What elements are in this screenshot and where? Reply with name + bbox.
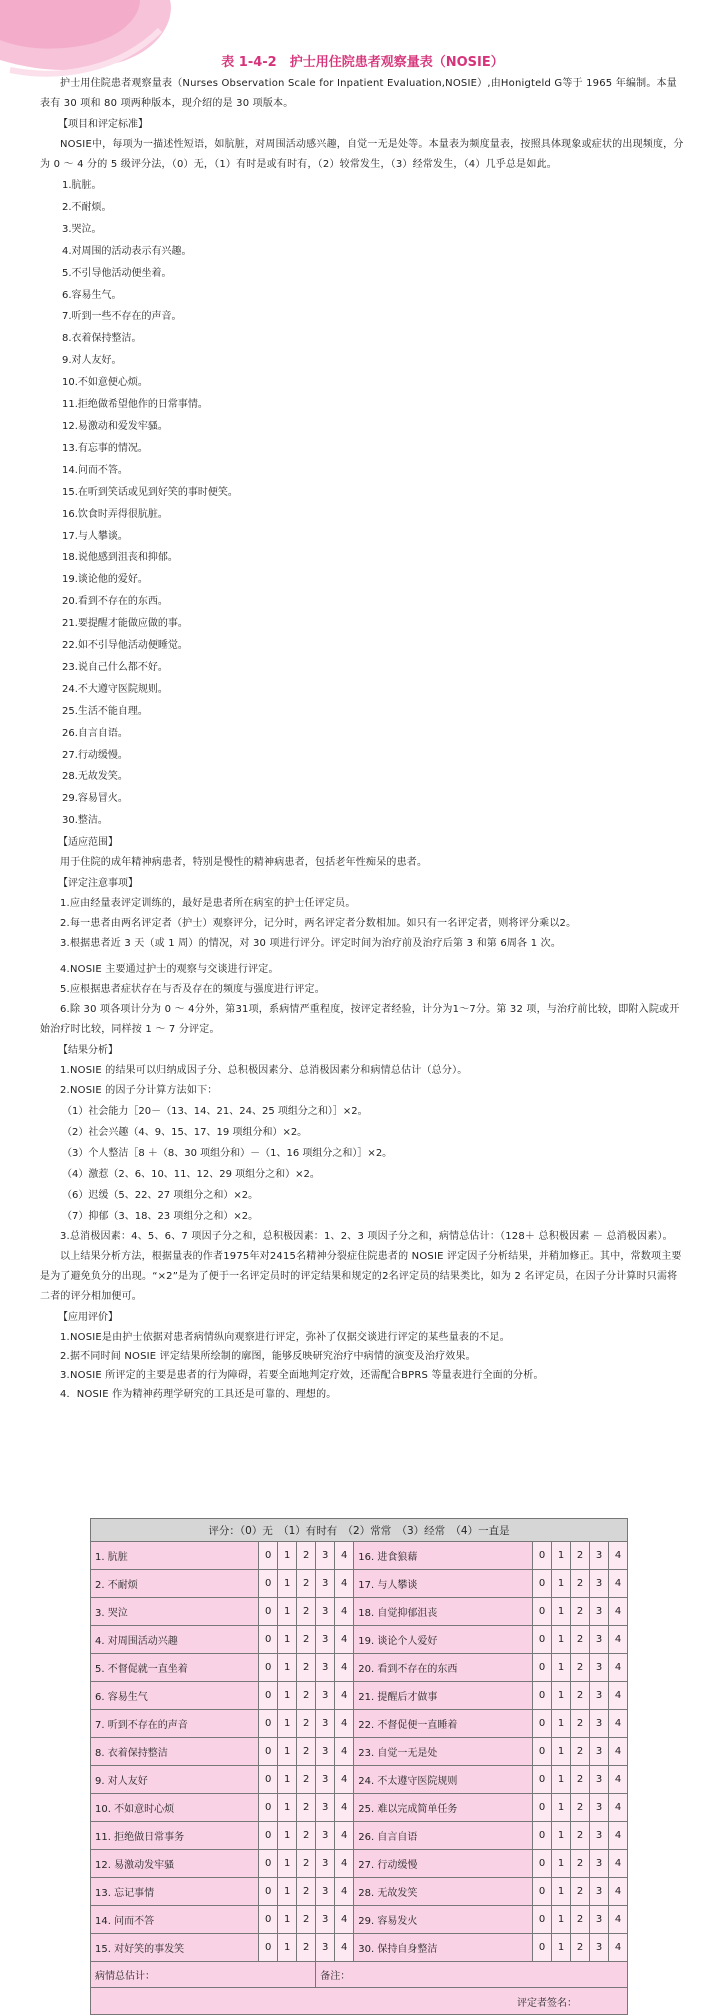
- score-option-cell[interactable]: 0: [533, 1794, 552, 1822]
- score-option-cell[interactable]: 2: [297, 1850, 316, 1878]
- item-label-cell: 26. 自言自语: [354, 1822, 533, 1850]
- score-option-cell[interactable]: 3: [316, 1850, 335, 1878]
- score-option-cell[interactable]: 4: [609, 1934, 628, 1962]
- factor-item: （4）激惹（2、6、10、11、12、29 项组分之和）×2。: [62, 1169, 320, 1181]
- item-label-cell: 11. 拒绝做日常事务: [91, 1822, 259, 1850]
- score-option-cell[interactable]: 1: [552, 1794, 571, 1822]
- score-option-cell[interactable]: 3: [316, 1822, 335, 1850]
- score-option-cell[interactable]: 1: [278, 1682, 297, 1710]
- score-option-cell[interactable]: 0: [259, 1906, 278, 1934]
- score-option-cell[interactable]: 2: [297, 1878, 316, 1906]
- score-option-cell[interactable]: 1: [552, 1654, 571, 1682]
- item-label-cell: 13. 忘记事情: [91, 1878, 259, 1906]
- score-option-cell[interactable]: 4: [609, 1738, 628, 1766]
- scale-item: 12.易激动和爱发牢骚。: [62, 420, 168, 432]
- score-option-cell[interactable]: 1: [278, 1794, 297, 1822]
- remark-label: 备注：: [316, 1962, 628, 1988]
- score-option-cell[interactable]: 1: [552, 1626, 571, 1654]
- score-option-cell[interactable]: 0: [533, 1682, 552, 1710]
- score-option-cell[interactable]: 2: [297, 1570, 316, 1598]
- item-label-cell: 15. 对好笑的事发笑: [91, 1934, 259, 1962]
- score-option-cell[interactable]: 2: [297, 1794, 316, 1822]
- scale-item: 18.说他感到沮丧和抑郁。: [62, 552, 178, 564]
- item-label-cell: 27. 行动缓慢: [354, 1850, 533, 1878]
- score-option-cell[interactable]: 3: [590, 1794, 609, 1822]
- score-option-cell[interactable]: 4: [609, 1570, 628, 1598]
- score-option-cell[interactable]: 3: [590, 1682, 609, 1710]
- score-option-cell[interactable]: 1: [552, 1710, 571, 1738]
- score-option-cell[interactable]: 1: [278, 1878, 297, 1906]
- score-option-cell[interactable]: 3: [590, 1878, 609, 1906]
- score-option-cell[interactable]: 3: [316, 1766, 335, 1794]
- score-option-cell[interactable]: 1: [278, 1626, 297, 1654]
- table-row: [91, 1682, 628, 1710]
- scale-item: 19.谈论他的爱好。: [62, 574, 148, 586]
- score-option-cell[interactable]: 3: [590, 1906, 609, 1934]
- score-option-cell[interactable]: 4: [335, 1934, 354, 1962]
- score-option-cell[interactable]: 2: [297, 1822, 316, 1850]
- result-item: 2.NOSIE 的因子分计算方法如下：: [60, 1085, 218, 1097]
- score-option-cell[interactable]: 3: [590, 1570, 609, 1598]
- score-option-cell[interactable]: 2: [571, 1626, 590, 1654]
- score-option-cell[interactable]: 3: [316, 1738, 335, 1766]
- score-option-cell[interactable]: 2: [571, 1570, 590, 1598]
- factor-item: （1）社会能力［20－（13、14、21、24、25 项组分之和）］×2。: [62, 1106, 368, 1118]
- score-option-cell[interactable]: 0: [259, 1822, 278, 1850]
- item-label-cell: 3. 哭泣: [91, 1598, 259, 1626]
- score-option-cell[interactable]: 3: [316, 1906, 335, 1934]
- note-item: 1.应由经量表评定训练的，最好是患者所在病室的护士任评定员。: [60, 898, 356, 910]
- score-option-cell[interactable]: 2: [571, 1654, 590, 1682]
- score-option-cell[interactable]: 1: [278, 1542, 297, 1570]
- score-option-cell[interactable]: 2: [571, 1794, 590, 1822]
- score-option-cell[interactable]: 4: [335, 1626, 354, 1654]
- table-row: [91, 1794, 628, 1822]
- score-option-cell[interactable]: 2: [297, 1710, 316, 1738]
- item-label-cell: 20. 看到不存在的东西: [354, 1654, 533, 1682]
- score-option-cell[interactable]: 4: [609, 1878, 628, 1906]
- items-list: [40, 175, 685, 832]
- score-option-cell[interactable]: 1: [552, 1542, 571, 1570]
- score-option-cell[interactable]: 1: [552, 1822, 571, 1850]
- score-option-cell[interactable]: 2: [297, 1626, 316, 1654]
- score-option-cell[interactable]: 3: [590, 1654, 609, 1682]
- table-row: [91, 1710, 628, 1738]
- score-option-cell[interactable]: 0: [259, 1794, 278, 1822]
- score-option-cell[interactable]: 4: [335, 1794, 354, 1822]
- score-option-cell[interactable]: 0: [259, 1682, 278, 1710]
- scale-item: 30.整洁。: [62, 815, 108, 827]
- score-option-cell[interactable]: 1: [278, 1738, 297, 1766]
- score-option-cell[interactable]: 3: [590, 1542, 609, 1570]
- score-option-cell[interactable]: 3: [316, 1570, 335, 1598]
- result-item: 3.总消极因素：4、5、6、7 项因子分之和，总积极因素：1、2、3 项因子分之和，病情总估计：（128＋ 总积极因素 － 总消极因素）。: [60, 1231, 673, 1243]
- score-option-cell[interactable]: 3: [590, 1738, 609, 1766]
- score-option-cell[interactable]: 4: [335, 1598, 354, 1626]
- score-option-cell[interactable]: 1: [278, 1598, 297, 1626]
- factor-item: （7）抑郁（3、18、23 项组分之和）×2。: [62, 1211, 259, 1223]
- score-option-cell[interactable]: 0: [533, 1878, 552, 1906]
- score-option-cell[interactable]: 0: [533, 1570, 552, 1598]
- score-option-cell[interactable]: 2: [571, 1934, 590, 1962]
- score-option-cell[interactable]: 3: [316, 1710, 335, 1738]
- score-option-cell[interactable]: 4: [609, 1794, 628, 1822]
- score-option-cell[interactable]: 2: [297, 1682, 316, 1710]
- scale-item: 6.容易生气。: [62, 289, 122, 301]
- score-option-cell[interactable]: 0: [533, 1626, 552, 1654]
- table-row: [91, 1654, 628, 1682]
- score-option-cell[interactable]: 1: [552, 1738, 571, 1766]
- scale-item: 4.对周围的活动表示有兴趣。: [62, 245, 192, 257]
- score-option-cell[interactable]: 2: [297, 1934, 316, 1962]
- table-row: [91, 1570, 628, 1598]
- factor-item: （2）社会兴趣（4、9、15、17、19 项组分和）×2。: [62, 1127, 308, 1139]
- score-option-cell[interactable]: 2: [571, 1738, 590, 1766]
- scale-item: 7.听到一些不存在的声音。: [62, 311, 182, 323]
- table-row: [91, 1906, 628, 1934]
- score-option-cell[interactable]: 2: [571, 1710, 590, 1738]
- item-label-cell: 5. 不督促就一直坐着: [91, 1654, 259, 1682]
- score-option-cell[interactable]: 0: [259, 1542, 278, 1570]
- score-option-cell[interactable]: 3: [316, 1598, 335, 1626]
- item-label-cell: 2. 不耐烦: [91, 1570, 259, 1598]
- score-option-cell[interactable]: 0: [259, 1850, 278, 1878]
- score-option-cell[interactable]: 3: [590, 1710, 609, 1738]
- score-option-cell[interactable]: 0: [259, 1654, 278, 1682]
- scale-item: 22.如不引导他活动便睡觉。: [62, 640, 188, 652]
- item-label-cell: 19. 谈论个人爱好: [354, 1626, 533, 1654]
- score-option-cell[interactable]: 4: [609, 1542, 628, 1570]
- item-label-cell: 24. 不太遵守医院规则: [354, 1766, 533, 1794]
- scale-item: 24.不大遵守医院规则。: [62, 683, 168, 695]
- signature-row: [91, 1988, 628, 2015]
- score-option-cell[interactable]: 0: [259, 1738, 278, 1766]
- score-option-cell[interactable]: 2: [571, 1906, 590, 1934]
- score-option-cell[interactable]: 1: [278, 1570, 297, 1598]
- item-label-cell: 30. 保持自身整洁: [354, 1934, 533, 1962]
- scale-item: 5.不引导他活动便坐着。: [62, 267, 172, 279]
- score-option-cell[interactable]: 3: [590, 1822, 609, 1850]
- eval-item: 2.据不同时间 NOSIE 评定结果所绘制的廓图，能够反映研究治疗中病情的演变及治疗效果。: [60, 1351, 476, 1363]
- score-option-cell[interactable]: 2: [297, 1766, 316, 1794]
- score-option-cell[interactable]: 0: [533, 1710, 552, 1738]
- score-option-cell[interactable]: 2: [571, 1682, 590, 1710]
- scale-item: 21.要提醒才能做应做的事。: [62, 618, 188, 630]
- result-paragraph: 以上结果分析方法，根据量表的作者1975年对2415名精神分裂症住院患者的 NOSIE 评定因子分析结果，并稍加修正。其中，常数项主要是为了避免负分的出现。“×2”是为了便于一名评定员时的评定结果和规定的2名评定员的结果类比，如为 2 名评定员，在因子分计算时只需将二者的评分相加便可。: [40, 1251, 682, 1303]
- score-option-cell[interactable]: 1: [552, 1906, 571, 1934]
- score-option-cell[interactable]: 0: [259, 1878, 278, 1906]
- item-label-cell: 9. 对人友好: [91, 1766, 259, 1794]
- eval-item: 3.NOSIE 所评定的主要是患者的行为障碍，若要全面地判定疗效，还需配合BPRS 等量表进行全面的分析。: [60, 1370, 544, 1382]
- score-option-cell[interactable]: 0: [533, 1598, 552, 1626]
- note-item: 6.除 30 项各项计分为 0 ～ 4分外，第31项，系病情严重程度，按评定者经验，计分为1～7分。第 32 项，与治疗前比较，即附入院或开始治疗时比较，同样按 1 ～ 7 分评定。: [40, 1004, 680, 1036]
- scale-item: 26.自言自语。: [62, 727, 128, 739]
- item-label-cell: 17. 与人攀谈: [354, 1570, 533, 1598]
- score-option-cell[interactable]: 2: [571, 1766, 590, 1794]
- factor-item: （6）迟缓（5、22、27 项组分之和）×2。: [62, 1190, 259, 1202]
- score-option-cell[interactable]: 3: [316, 1626, 335, 1654]
- score-option-cell[interactable]: 0: [533, 1766, 552, 1794]
- score-option-cell[interactable]: 2: [297, 1542, 316, 1570]
- score-option-cell[interactable]: 3: [316, 1542, 335, 1570]
- score-option-cell[interactable]: 1: [278, 1850, 297, 1878]
- scale-item: 15.在听到笑话或见到好笑的事时便笑。: [62, 486, 238, 498]
- score-option-cell[interactable]: 4: [609, 1682, 628, 1710]
- note-item: 5.应根据患者症状存在与否及存在的频度与强度进行评定。: [60, 984, 325, 996]
- score-option-cell[interactable]: 4: [335, 1850, 354, 1878]
- score-option-cell[interactable]: 2: [297, 1598, 316, 1626]
- score-option-cell[interactable]: 0: [533, 1654, 552, 1682]
- intro-paragraph: 护士用住院患者观察量表（Nurses Observation Scale for Inpatient Evaluation,NOSIE）,由Honigteld G等于 1965 年编制。本量表有 30 项和 80 项两种版本，现介绍的是 30 项版本。: [40, 78, 677, 109]
- score-option-cell[interactable]: 3: [316, 1878, 335, 1906]
- item-label-cell: 21. 提醒后才做事: [354, 1682, 533, 1710]
- score-option-cell[interactable]: 0: [259, 1598, 278, 1626]
- scale-item: 28.无故发笑。: [62, 771, 128, 783]
- scale-item: 27.行动缓慢。: [62, 749, 128, 761]
- scale-item: 10.不如意便心烦。: [62, 377, 148, 389]
- score-option-cell[interactable]: 2: [571, 1542, 590, 1570]
- table-footer-row: [91, 1962, 628, 1988]
- item-label-cell: 1. 肮脏: [91, 1542, 259, 1570]
- item-label-cell: 14. 问而不答: [91, 1906, 259, 1934]
- score-option-cell[interactable]: 2: [571, 1878, 590, 1906]
- table-row: [91, 1626, 628, 1654]
- score-option-cell[interactable]: 3: [316, 1934, 335, 1962]
- table-row: [91, 1766, 628, 1794]
- scale-item: 29.容易冒火。: [62, 793, 128, 805]
- note-item: 4.NOSIE 主要通过护士的观察与交谈进行评定。: [60, 964, 279, 976]
- score-option-cell[interactable]: 3: [590, 1934, 609, 1962]
- score-option-cell[interactable]: 0: [259, 1626, 278, 1654]
- score-option-cell[interactable]: 4: [609, 1906, 628, 1934]
- score-option-cell[interactable]: 2: [571, 1850, 590, 1878]
- score-option-cell[interactable]: 4: [335, 1542, 354, 1570]
- score-option-cell[interactable]: 2: [297, 1654, 316, 1682]
- score-option-cell[interactable]: 4: [609, 1598, 628, 1626]
- item-label-cell: 29. 容易发火: [354, 1906, 533, 1934]
- scale-item: 11.拒绝做希望他作的日常事情。: [62, 399, 208, 411]
- table-row: [91, 1542, 628, 1570]
- score-option-cell[interactable]: 1: [278, 1766, 297, 1794]
- section-heading-scope: 【适应范围】: [58, 837, 118, 849]
- table-row: [91, 1598, 628, 1626]
- score-option-cell[interactable]: 4: [335, 1766, 354, 1794]
- document-page: [40, 0, 685, 1404]
- note-item: 3.根据患者近 3 天（或 1 周）的情况，对 30 项进行评分。评定时间为治疗前及治疗后第 3 和第 6周各 1 次。: [60, 938, 562, 950]
- score-option-cell[interactable]: 0: [259, 1766, 278, 1794]
- item-label-cell: 28. 无故发笑: [354, 1878, 533, 1906]
- score-option-cell[interactable]: 3: [590, 1766, 609, 1794]
- score-option-cell[interactable]: 1: [278, 1710, 297, 1738]
- scope-paragraph: 用于住院的成年精神病患者，特别是慢性的精神病患者，包括老年性痴呆的患者。: [60, 857, 428, 869]
- score-option-cell[interactable]: 4: [609, 1850, 628, 1878]
- estimate-label: 病情总估计：: [91, 1962, 316, 1988]
- score-option-cell[interactable]: 4: [335, 1906, 354, 1934]
- score-option-cell[interactable]: 0: [533, 1542, 552, 1570]
- score-option-cell[interactable]: 4: [609, 1766, 628, 1794]
- scale-item: 23.说自己什么都不好。: [62, 661, 168, 673]
- score-option-cell[interactable]: 0: [533, 1906, 552, 1934]
- section-heading-results: 【结果分析】: [58, 1045, 118, 1057]
- item-label-cell: 4. 对周围活动兴趣: [91, 1626, 259, 1654]
- score-option-cell[interactable]: 1: [552, 1570, 571, 1598]
- item-label-cell: 12. 易激动发牢骚: [91, 1850, 259, 1878]
- score-option-cell[interactable]: 2: [571, 1598, 590, 1626]
- score-option-cell[interactable]: 1: [552, 1598, 571, 1626]
- nosie-score-table: [90, 1518, 628, 2015]
- score-option-cell[interactable]: 3: [590, 1626, 609, 1654]
- score-option-cell[interactable]: 4: [335, 1710, 354, 1738]
- score-option-cell[interactable]: 1: [552, 1850, 571, 1878]
- score-option-cell[interactable]: 4: [335, 1682, 354, 1710]
- item-label-cell: 23. 自觉一无是处: [354, 1738, 533, 1766]
- scale-item: 3.哭泣。: [62, 223, 102, 235]
- item-label-cell: 25. 难以完成简单任务: [354, 1794, 533, 1822]
- scale-item: 9.对人友好。: [62, 355, 122, 367]
- score-option-cell[interactable]: 1: [552, 1878, 571, 1906]
- score-option-cell[interactable]: 4: [609, 1626, 628, 1654]
- score-option-cell[interactable]: 1: [552, 1766, 571, 1794]
- score-option-cell[interactable]: 4: [335, 1822, 354, 1850]
- score-option-cell[interactable]: 1: [278, 1654, 297, 1682]
- score-option-cell[interactable]: 2: [297, 1738, 316, 1766]
- score-option-cell[interactable]: 3: [316, 1794, 335, 1822]
- scale-item: 1.肮脏。: [62, 180, 102, 191]
- score-option-cell[interactable]: 0: [533, 1738, 552, 1766]
- score-option-cell[interactable]: 2: [297, 1906, 316, 1934]
- scale-item: 20.看到不存在的东西。: [62, 596, 168, 608]
- score-option-cell[interactable]: 3: [590, 1850, 609, 1878]
- item-label-cell: 8. 衣着保持整洁: [91, 1738, 259, 1766]
- signature-label: 评定者签名：: [91, 1988, 628, 2015]
- score-option-cell[interactable]: 2: [571, 1822, 590, 1850]
- score-option-cell[interactable]: 0: [533, 1934, 552, 1962]
- scale-item: 13.有忘事的情况。: [62, 442, 148, 454]
- score-option-cell[interactable]: 0: [533, 1850, 552, 1878]
- score-option-cell[interactable]: 4: [335, 1878, 354, 1906]
- score-option-cell[interactable]: 1: [552, 1682, 571, 1710]
- item-label-cell: 7. 听到不存在的声音: [91, 1710, 259, 1738]
- item-label-cell: 18. 自觉抑郁沮丧: [354, 1598, 533, 1626]
- table-row: [91, 1738, 628, 1766]
- score-option-cell[interactable]: 3: [590, 1598, 609, 1626]
- item-label-cell: 22. 不督促便一直睡着: [354, 1710, 533, 1738]
- score-legend: 评分：（0）无 （1）有时有 （2）常常 （3）经常 （4）一直是: [91, 1519, 628, 1542]
- score-option-cell[interactable]: 0: [259, 1710, 278, 1738]
- item-label-cell: 16. 进食狼藉: [354, 1542, 533, 1570]
- table-row: [91, 1850, 628, 1878]
- score-option-cell[interactable]: 3: [316, 1654, 335, 1682]
- table-title: 表 1-4-2 护士用住院患者观察量表（NOSIE）: [221, 55, 504, 70]
- scale-item: 14.问而不答。: [62, 464, 128, 476]
- table-row: [91, 1878, 628, 1906]
- score-option-cell[interactable]: 1: [278, 1906, 297, 1934]
- table-row: [91, 1934, 628, 1962]
- item-label-cell: 6. 容易生气: [91, 1682, 259, 1710]
- scale-item: 25.生活不能自理。: [62, 705, 148, 717]
- score-option-cell[interactable]: 4: [335, 1738, 354, 1766]
- items-intro-paragraph: NOSIE中，每项为一描述性短语，如肮脏，对周围活动感兴趣，自觉一无是处等。本量表为频度量表，按照具体现象或症状的出现频度，分为 0 ～ 4 分的 5 级评分法，（0）无，（1）有时是或有时有，（2）较常发生，（3）经常发生，（4）几乎总是如此。: [40, 139, 684, 170]
- score-option-cell[interactable]: 0: [259, 1934, 278, 1962]
- score-option-cell[interactable]: 4: [609, 1710, 628, 1738]
- note-item: 2.每一患者由两名评定者（护士）观察评分，记分时，两名评定者分数相加。如只有一名评定者，则将评分乘以2。: [60, 918, 577, 930]
- score-option-cell[interactable]: 1: [278, 1822, 297, 1850]
- item-label-cell: 10. 不如意时心烦: [91, 1794, 259, 1822]
- table-header-row: [91, 1519, 628, 1542]
- score-option-cell[interactable]: 3: [316, 1682, 335, 1710]
- notes-list: [40, 894, 685, 1040]
- scale-item: 2.不耐烦。: [62, 201, 112, 213]
- scale-item: 17.与人攀谈。: [62, 530, 128, 542]
- score-option-cell[interactable]: 4: [609, 1822, 628, 1850]
- score-option-cell[interactable]: 1: [278, 1934, 297, 1962]
- section-heading-evaluation: 【应用评价】: [58, 1312, 118, 1324]
- score-option-cell[interactable]: 0: [533, 1822, 552, 1850]
- score-option-cell[interactable]: 4: [609, 1654, 628, 1682]
- score-option-cell[interactable]: 4: [335, 1570, 354, 1598]
- eval-item: 4．NOSIE 作为精神药理学研究的工具还是可靠的、理想的。: [60, 1389, 337, 1401]
- table-row: [91, 1822, 628, 1850]
- factor-item: （3）个人整洁［8 ＋（8、30 项组分和）－（1、16 项组分之和）］×2。: [62, 1148, 393, 1160]
- scale-item: 16.饮食时弄得很肮脏。: [62, 508, 168, 520]
- scale-item: 8.衣着保持整洁。: [62, 333, 142, 345]
- section-heading-notes: 【评定注意事项】: [58, 878, 138, 890]
- eval-item: 1.NOSIE是由护士依据对患者病情纵向观察进行评定，弥补了仅据交谈进行评定的某些量表的不足。: [60, 1332, 510, 1344]
- factor-list: [40, 1101, 685, 1227]
- score-option-cell[interactable]: 1: [552, 1934, 571, 1962]
- section-heading-items: 【项目和评定标准】: [58, 119, 148, 130]
- score-option-cell[interactable]: 0: [259, 1570, 278, 1598]
- score-option-cell[interactable]: 4: [335, 1654, 354, 1682]
- result-item: 1.NOSIE 的结果可以归纳成因子分、总积极因素分、总消极因素分和病情总估计（总分）。: [60, 1065, 468, 1077]
